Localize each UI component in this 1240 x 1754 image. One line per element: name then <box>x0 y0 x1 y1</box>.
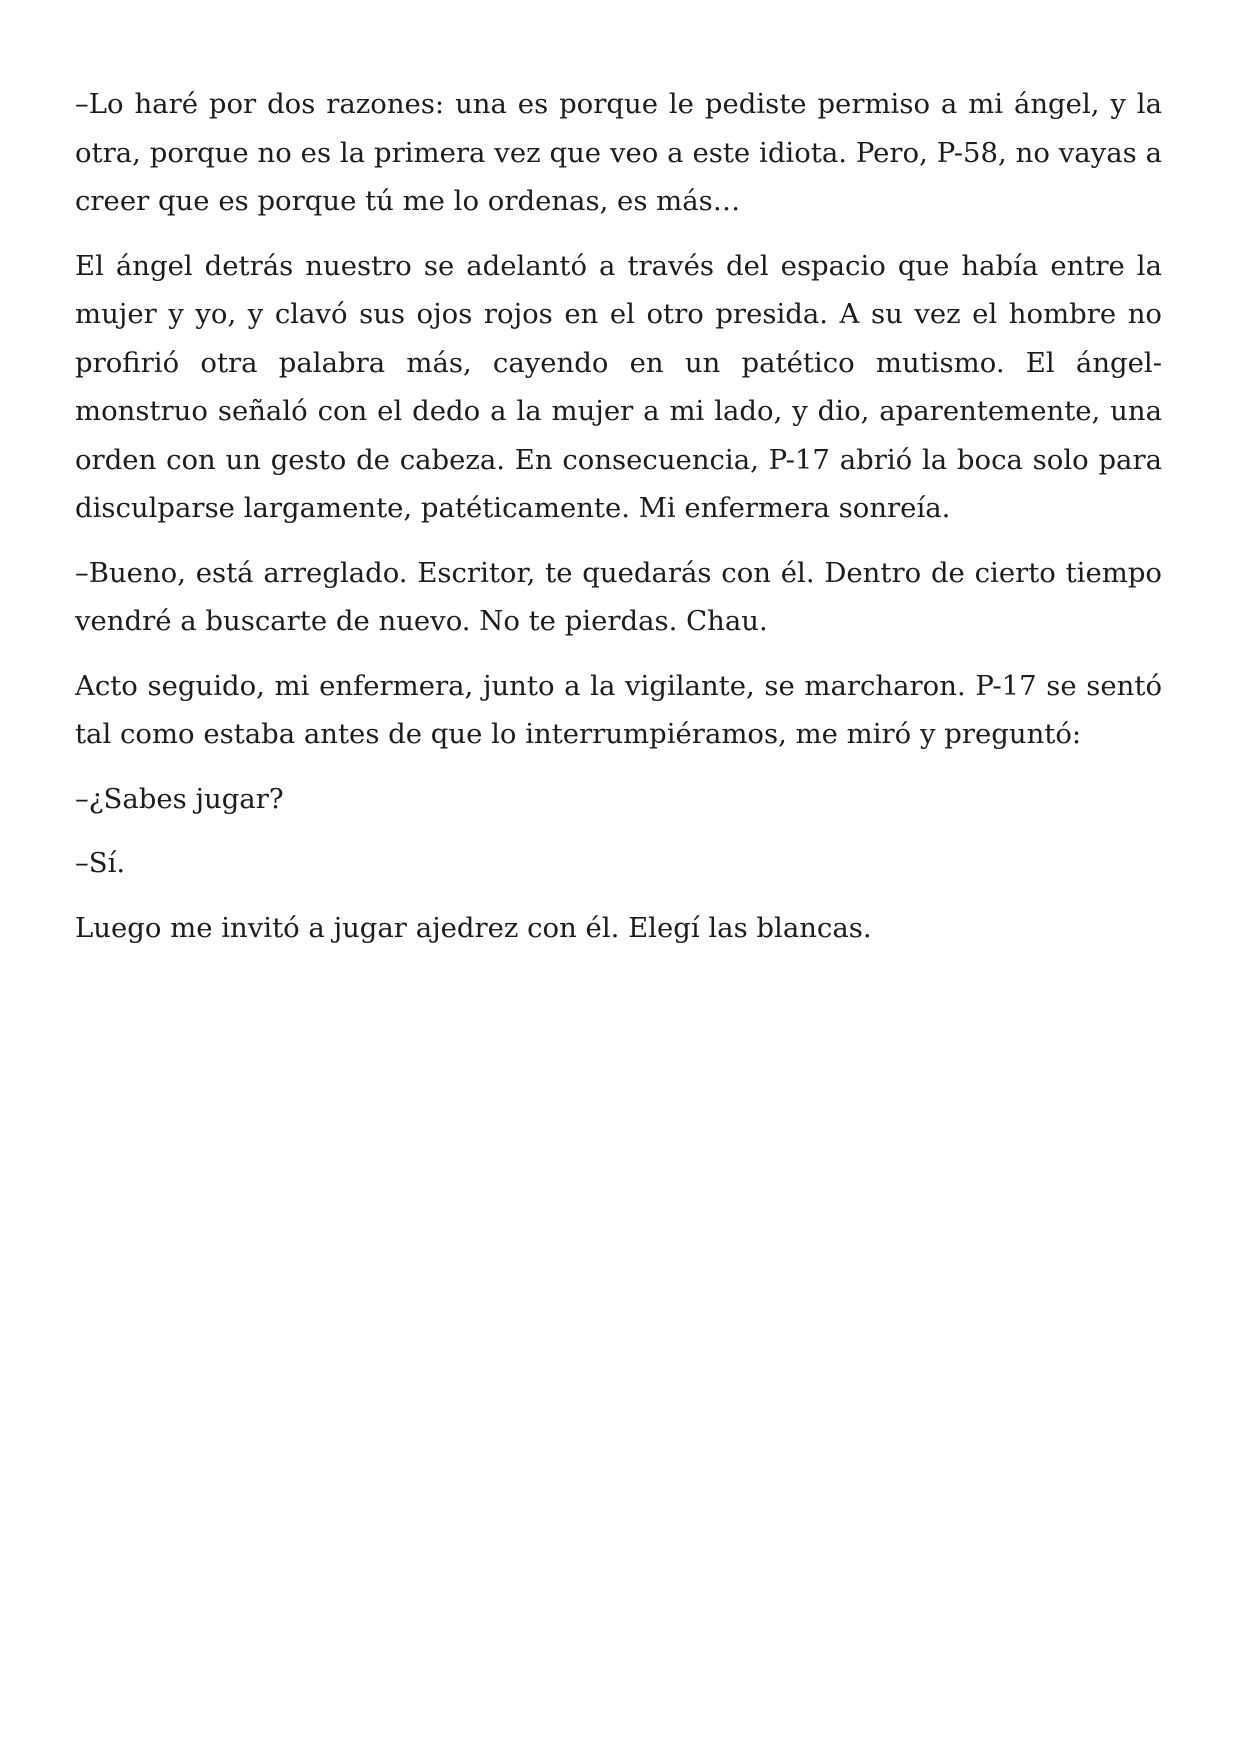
paragraph-dialogue-4: –Sí. <box>75 847 126 879</box>
paragraph-narration-1: El ángel detrás nuestro se adelantó a través del espacio que había entre la mujer y yo, y clavó sus ojos rojos en el otro presida. A su vez el hombre no profirió otra palabra más, cayendo en un patético mutismo. El ángel-monstruo señaló con el dedo a la mujer a mi lado, y dio, aparentemente, una orden con un gesto de cabeza. En consecuencia, P-17 abrió la boca solo para disculparse largamente, patéticamente. Mi enfermera sonreía. <box>75 249 1162 524</box>
paragraph-narration-2: Acto seguido, mi enfermera, junto a la vigilante, se marcharon. P-17 se sentó tal como estaba antes de que lo interrumpiéramos, me miró y preguntó: <box>75 669 1162 750</box>
paragraph-dialogue-1: –Lo haré por dos razones: una es porque le pediste permiso a mi ángel, y la otra, porque no es la primera vez que veo a este idiota. Pero, P-58, no vayas a creer que es porque tú me lo ordenas, es más… <box>75 88 1162 217</box>
paragraph-narration-3: Luego me invitó a jugar ajedrez con él. Elegí las blancas. <box>75 911 872 944</box>
paragraph-dialogue-2: –Bueno, está arreglado. Escritor, te quedarás con él. Dentro de cierto tiempo vendré a buscarte de nuevo. No te pierdas. Chau. <box>75 556 1162 637</box>
body-text <box>75 80 1162 968</box>
paragraph-dialogue-3: –¿Sabes jugar? <box>75 782 284 815</box>
